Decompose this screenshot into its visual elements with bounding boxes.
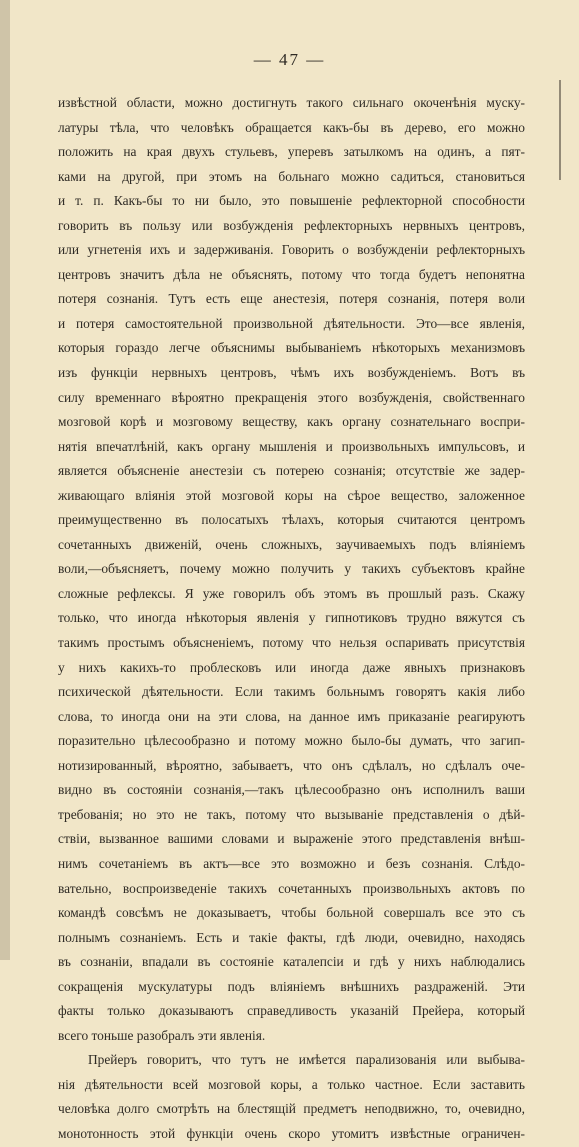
text-line: воли,—объясняетъ, почему можно получить у такихъ субъектовъ крайне xyxy=(58,561,525,577)
text-line: сокращенія мускулатуры подъ вліяніемъ внѣшнихъ раздраженій. Эти xyxy=(58,978,525,994)
paragraph-start-line: Прейеръ говоритъ, что тутъ не имѣется парализованія или выбыва- xyxy=(88,1052,525,1068)
text-line: живающаго вліянія этой мозговой коры на сѣрое вещество, заложенное xyxy=(58,487,525,503)
text-line: факты только доказываютъ справедливость указаній Прейера, который xyxy=(58,1003,525,1019)
text-line: психической дѣятельности. Если такимъ больнымъ говорятъ какія либо xyxy=(58,684,525,700)
text-line: въ сознаніи, впадали въ состояніе каталепсіи и гдѣ у нихъ наблюдались xyxy=(58,954,525,970)
text-line: мозговой корѣ и мозговому веществу, какъ органу сознательнаго воспри- xyxy=(58,414,525,430)
text-line: нятія впечатлѣній, какъ органу мышленія и произвольныхъ импульсовъ, и xyxy=(58,438,525,454)
text-line: командѣ совсѣмъ не доказываетъ, чтобы больной совершалъ все это съ xyxy=(58,905,525,921)
text-line: такимъ простымъ объясненіемъ, потому что нельзя оспаривать присутствія xyxy=(58,635,525,651)
text-line: латуры тѣла, что человѣкъ обращается какъ-бы въ дерево, его можно xyxy=(58,119,525,135)
text-line: силу временнаго вѣроятно прекращенія этого возбужденія, свойственнаго xyxy=(58,389,525,405)
text-line: сочетанныхъ движеній, очень сложныхъ, заучиваемыхъ подъ вліяніемъ xyxy=(58,536,525,552)
margin-pencil-mark xyxy=(559,80,561,180)
text-line: вательно, воспроизведеніе такихъ сочетанныхъ произвольныхъ актовъ по xyxy=(58,880,525,896)
text-line: которыя гораздо легче объяснимы выбываніемъ нѣкоторыхъ механизмовъ xyxy=(58,340,525,356)
text-line: только, что иногда нѣкоторыя явленія у гипнотиковъ трудно вяжутся съ xyxy=(58,610,525,626)
text-line: является объясненіе анестезіи съ потерею сознанія; отсутствіе же задер- xyxy=(58,463,525,479)
text-line: у нихъ какихъ-то проблесковъ или иногда даже явныхъ признаковъ xyxy=(58,659,525,675)
text-line: слова, то иногда они на эти слова, на данное имъ приказаніе реагируютъ xyxy=(58,708,525,724)
text-line: потеря сознанія. Тутъ есть еще анестезія, потеря сознанія, потеря воли xyxy=(58,291,525,307)
text-line: и потеря самостоятельной произвольной дѣятельности. Это—все явленія, xyxy=(58,315,525,331)
text-line: преимущественно въ полосатыхъ тѣлахъ, которыя считаются центромъ xyxy=(58,512,525,528)
text-line: человѣка долго смотрѣть на блестящій предметъ неподвижно, то, очевидно, xyxy=(58,1101,525,1117)
text-line: изъ функціи нервныхъ центровъ, чѣмъ ихъ возбужденіемъ. Вотъ въ xyxy=(58,365,525,381)
text-line: сложные рефлексы. Я уже говорилъ объ этомъ въ прошлый разъ. Скажу xyxy=(58,585,525,601)
page-number: — 47 — xyxy=(253,50,326,69)
body-text xyxy=(58,91,525,1147)
text-line: нимъ сочетаніемъ въ актъ—все это возможно и безъ сознанія. Слѣдо- xyxy=(58,855,525,871)
text-line: или угнетенія ихъ и задерживанія. Говорить о возбужденіи рефлекторныхъ xyxy=(58,242,525,258)
text-line: нія дѣятельности всей мозговой коры, а только частное. Если заставить xyxy=(58,1076,525,1092)
text-line: положить на края двухъ стульевъ, уперевъ затылкомъ на одинъ, а пят- xyxy=(58,144,525,160)
text-line: ствіи, вызванное вашими словами и выраженіе этого представленія внѣш- xyxy=(58,831,525,847)
text-line: извѣстной области, можно достигнуть такого сильнаго окоченѣнія муску- xyxy=(58,95,525,110)
text-line: поразительно цѣлесообразно и потому можно было-бы думать, что загип- xyxy=(58,733,525,749)
text-line: говорить въ пользу или возбужденія рефлекторныхъ нервныхъ центровъ, xyxy=(58,217,525,233)
text-line: видно въ состояніи сознанія,—такъ цѣлесообразно онъ исполнилъ ваши xyxy=(58,782,525,798)
page-left-edge xyxy=(0,0,10,960)
text-line: требованія; но это не такъ, потому что вызываніе представленія о дѣй- xyxy=(58,806,525,822)
text-line: ками на другой, при этомъ на больнаго можно садиться, становиться xyxy=(58,168,525,184)
text-line: полнымъ сознаніемъ. Есть и такіе факты, гдѣ люди, очевидно, находясь xyxy=(58,929,525,945)
text-line: центровъ значитъ дѣла не объяснять, потому что тогда будетъ непонятна xyxy=(58,266,525,282)
text-line: нотизированный, вѣроятно, забываетъ, что онъ сдѣлалъ, но сдѣлалъ оче- xyxy=(58,757,525,773)
text-line: и т. п. Какъ-бы то ни было, это повышеніе рефлекторной способности xyxy=(58,193,525,209)
paragraph-end-line: всего тоньше разобралъ эти явленія. xyxy=(58,1027,266,1043)
text-line: монотонность этой функціи очень скоро утомитъ извѣстные ограничен- xyxy=(58,1125,525,1141)
